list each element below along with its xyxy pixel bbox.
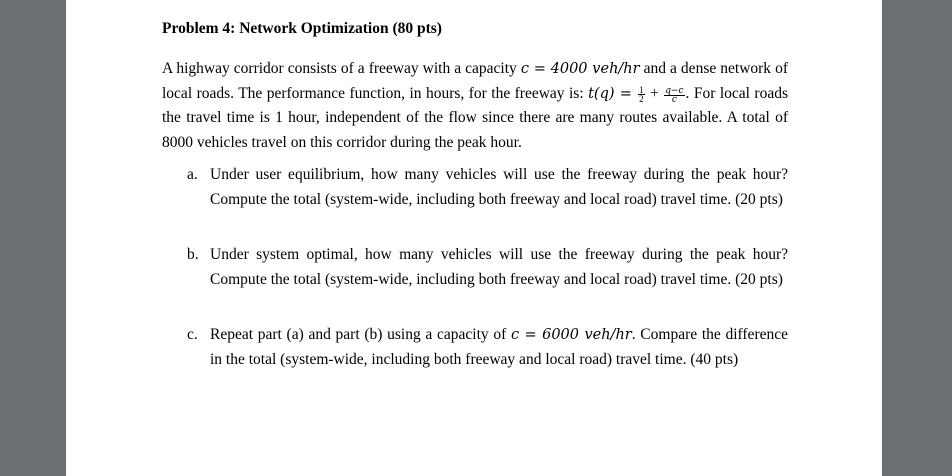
part-b-text: Under system optimal, how many vehicles will use the freeway during the peak hour? Compute the total (system-wide, including both freeway and local road) travel time. (20 pts)	[210, 246, 788, 288]
performance-function-lhs: t(q) =	[588, 85, 638, 102]
fraction-denominator: 2	[639, 93, 644, 104]
part-a-marker: a.	[187, 166, 198, 183]
part-b	[162, 243, 788, 292]
fraction-numerator: 1	[639, 84, 644, 95]
problem-title: Problem 4: Network Optimization (80 pts)	[162, 20, 442, 37]
plus-sign: +	[645, 84, 664, 102]
fraction-denominator: c	[671, 94, 677, 105]
part-a-text: Under user equilibrium, how many vehicles will use the freeway during the peak hour? Compute the total (system-wide, including both freeway and local road) travel time. (20 pts)	[210, 166, 788, 208]
part-c-text-after: . Compare the difference in the total (system-wide, including both freeway and local road) travel time. (40 pts)	[210, 326, 788, 368]
part-c-capacity-equation: c = 6000 veh/hr	[510, 327, 632, 343]
fraction-q-minus-c-over-c	[664, 87, 684, 104]
part-c-marker: c.	[187, 326, 198, 343]
part-c	[162, 323, 788, 372]
part-c-text-before: Repeat part (a) and part (b) using a capacity of	[210, 326, 511, 343]
capacity-equation: c = 4000 veh/hr	[520, 61, 640, 77]
part-a	[162, 163, 788, 212]
problem-intro	[162, 57, 788, 155]
fraction-numerator: q−c	[665, 85, 684, 96]
intro-text-3: . For local roads the travel time is 1 hour, independent of the flow since there are many routes available. A total of 8000 vehicles travel on this corridor during the peak hour.	[162, 84, 788, 151]
part-b-marker: b.	[187, 246, 199, 263]
part-c-text	[210, 323, 788, 372]
fraction-one-half	[638, 86, 645, 103]
intro-text-1: A highway corridor consists of a freeway with a capacity	[162, 60, 521, 77]
intro-text-2: and a dense network of local roads. The performance function, in hours, for the freeway is:	[162, 60, 788, 102]
document-page	[66, 0, 882, 476]
